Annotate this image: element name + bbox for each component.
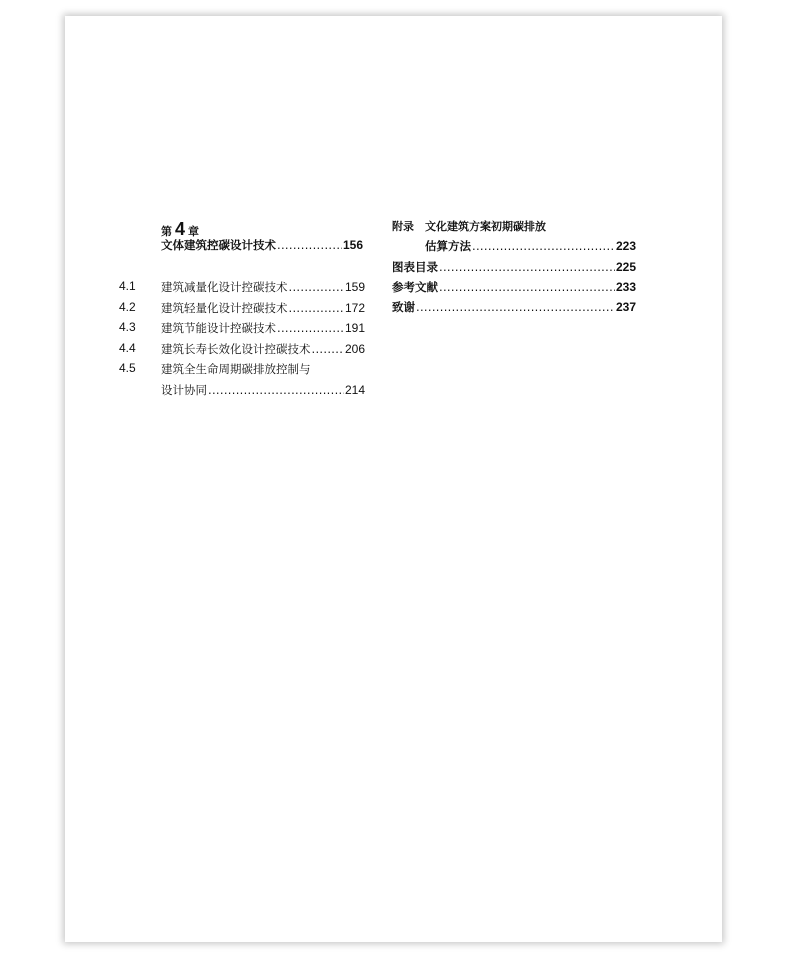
page-number: 237 [615,300,636,314]
dot-leader [277,238,342,252]
appendix-title-line1[interactable]: 文化建筑方案初期碳排放 [425,220,546,233]
appendix-label: 附录 [392,220,414,233]
page-number: 225 [615,260,636,274]
toc-entry-section[interactable] [161,341,365,357]
dot-leader [208,383,344,397]
entry-title: 参考文献 [392,280,438,294]
chapter-title: 文体建筑控碳设计技术 [161,238,276,252]
chapter-number: 4 [175,219,186,239]
section-title: 建筑减量化设计控碳技术 [161,280,288,294]
dot-leader [439,280,615,294]
toc-entry-section[interactable] [161,300,365,316]
section-title: 建筑轻量化设计控碳技术 [161,301,288,315]
toc-entry-references[interactable] [392,279,636,295]
page-number: 214 [344,383,365,397]
page-number: 233 [615,280,636,294]
section-title-line2: 设计协同 [161,383,207,397]
page-number: 159 [344,280,365,294]
toc-entry-section[interactable] [161,279,365,295]
toc-entry-section[interactable] [161,382,365,398]
toc-entry-section[interactable] [161,320,365,336]
section-number: 4.1 [119,279,136,293]
page-number: 156 [342,238,363,252]
dot-leader [416,300,615,314]
entry-title: 致谢 [392,300,415,314]
dot-leader [289,301,344,315]
section-title: 建筑长寿长效化设计控碳技术 [161,342,311,356]
page-number: 223 [615,239,636,253]
toc-entry-chapter-title[interactable] [161,237,363,253]
chapter-suffix: 章 [188,225,200,238]
document-page [65,16,722,942]
section-number: 4.4 [119,341,136,355]
appendix-title-line2: 估算方法 [425,239,471,253]
dot-leader [277,321,344,335]
section-number: 4.2 [119,300,136,314]
page-number: 172 [344,301,365,315]
chapter-prefix: 第 [161,225,172,238]
toc-entry-appendix[interactable] [425,238,636,254]
page-number: 191 [344,321,365,335]
dot-leader [472,239,615,253]
entry-title: 图表目录 [392,260,438,274]
section-title-line1[interactable]: 建筑全生命周期碳排放控制与 [161,362,311,376]
dot-leader [312,342,344,356]
toc-entry-figures[interactable] [392,259,636,275]
dot-leader [439,260,615,274]
section-number: 4.5 [119,361,136,375]
section-number: 4.3 [119,320,136,334]
toc-entry-acknowledgements[interactable] [392,299,636,315]
section-title: 建筑节能设计控碳技术 [161,321,276,335]
page-number: 206 [344,342,365,356]
dot-leader [289,280,344,294]
